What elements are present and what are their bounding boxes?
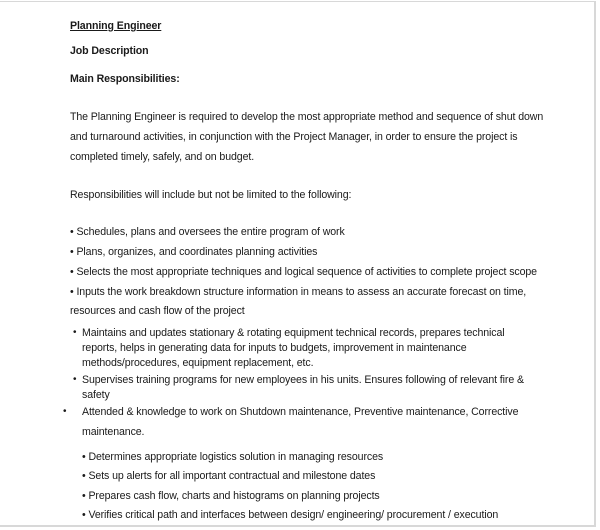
bullet-icon: • xyxy=(73,327,77,338)
final-list-item: • Prepares cash flow, charts and histograms on planning projects xyxy=(82,490,380,502)
list-item: • Plans, organizes, and coordinates planning activities xyxy=(70,246,318,258)
intro-line: completed timely, safely, and on budget. xyxy=(70,151,255,163)
sub-list-item: Supervises training programs for new employees in his units. Ensures following of relevant fire & xyxy=(82,374,524,386)
sub-list-item: safety xyxy=(82,389,110,401)
sub-list-item: reports, helps in generating data for inputs to budgets, improvement in maintenance xyxy=(82,342,467,354)
document-page xyxy=(0,1,596,527)
document-title: Planning Engineer xyxy=(70,20,162,32)
list-item: • Inputs the work breakdown structure information in means to assess an accurate forecast on time, xyxy=(70,286,527,298)
bullet-icon: • xyxy=(73,374,77,385)
list-item: • Selects the most appropriate techniques and logical sequence of activities to complete project scope xyxy=(70,266,537,278)
attended-item: Attended & knowledge to work on Shutdown maintenance, Preventive maintenance, Corrective xyxy=(82,406,519,418)
main-responsibilities-heading: Main Responsibilities: xyxy=(70,73,180,85)
intro-line: and turnaround activities, in conjunction with the Project Manager, in order to ensure the project is xyxy=(70,131,518,143)
list-item-continuation: resources and cash flow of the project xyxy=(70,305,245,317)
sub-list-item: Maintains and updates stationary & rotating equipment technical records, prepares technical xyxy=(82,327,505,339)
sub-list-item: methods/procedures, equipment replacement, etc. xyxy=(82,357,314,369)
final-list-item: • Verifies critical path and interfaces between design/ engineering/ procurement / execution xyxy=(82,509,499,521)
attended-item: maintenance. xyxy=(82,426,145,438)
intro-line: The Planning Engineer is required to develop the most appropriate method and sequence of shut down xyxy=(70,111,544,123)
list-item: • Schedules, plans and oversees the entire program of work xyxy=(70,226,345,238)
bullet-icon: • xyxy=(63,406,67,417)
list-intro: Responsibilities will include but not be limited to the following: xyxy=(70,189,352,201)
final-list-item: • Sets up alerts for all important contractual and milestone dates xyxy=(82,470,376,482)
job-description-heading: Job Description xyxy=(70,45,149,57)
final-list-item: • Determines appropriate logistics solution in managing resources xyxy=(82,451,384,463)
